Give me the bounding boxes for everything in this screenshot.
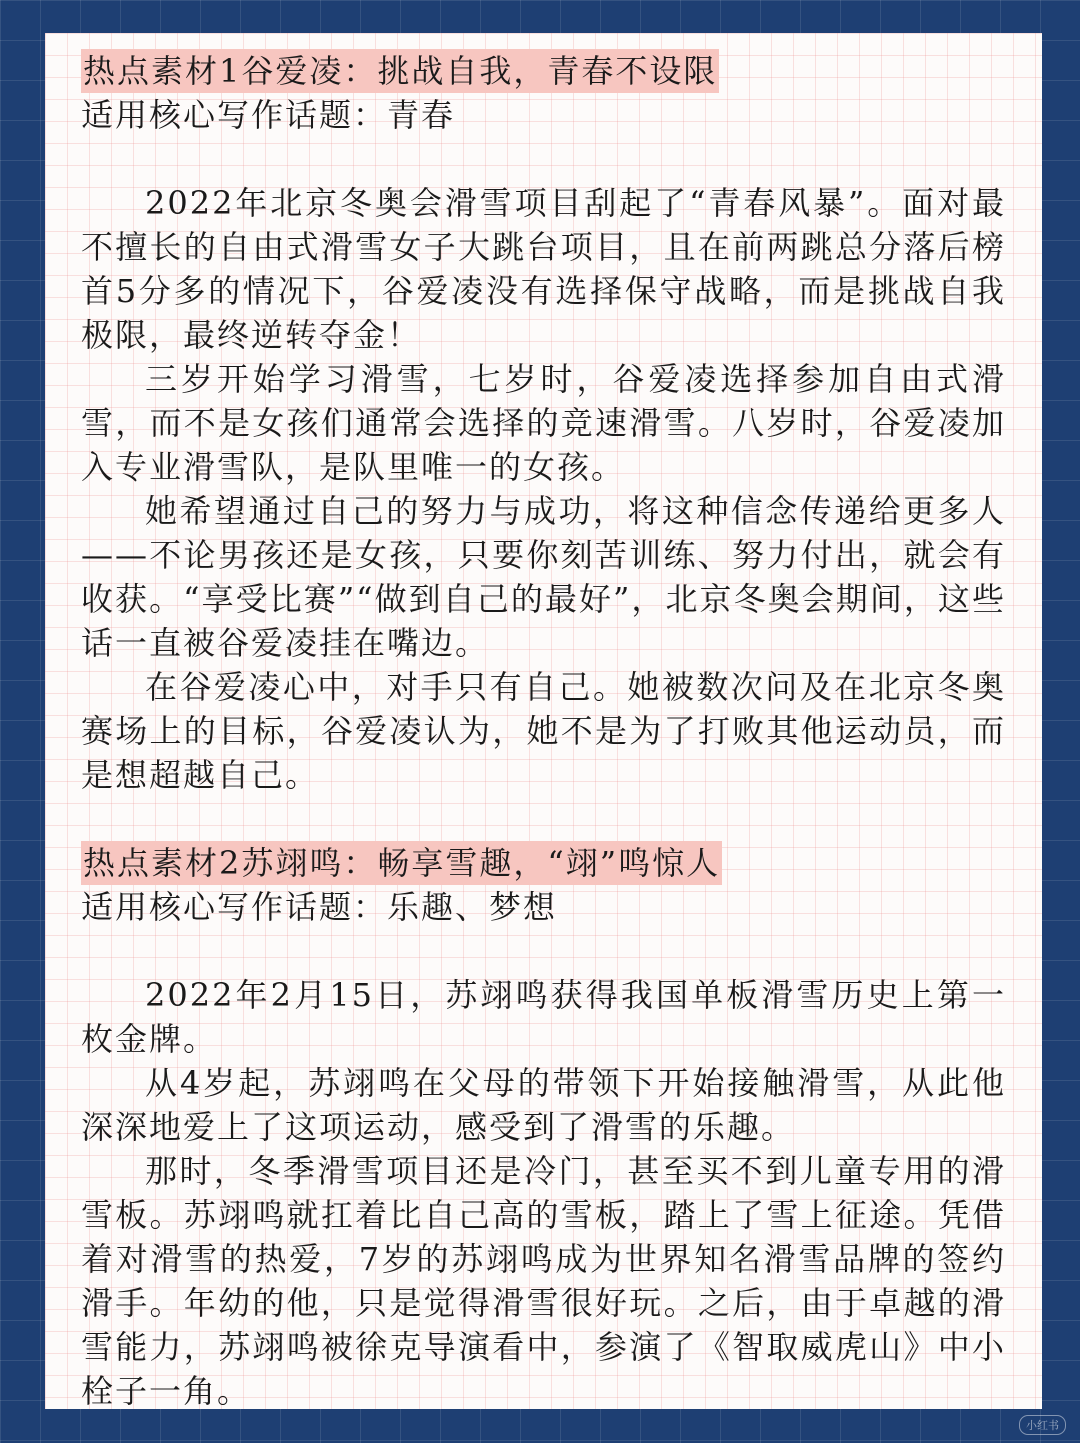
section-1-paragraph-1: 2022年北京冬奥会滑雪项目刮起了“青春风暴”。面对最不擅长的自由式滑雪女子大跳台项目，且在前两跳总分落后榜首5分多的情况下，谷爱凌没有选择保守战略，而是挑战自我极限，最终逆转夺金！	[81, 184, 1006, 354]
section-2-heading: 热点素材2苏翊鸣：畅享雪趣，“翊”鸣惊人	[81, 841, 722, 885]
section-2-paragraph-2: 从4岁起，苏翊鸣在父母的带领下开始接触滑雪，从此他深深地爱上了这项运动，感受到了滑雪的乐趣。	[81, 1064, 1006, 1146]
section-1-paragraph-2: 三岁开始学习滑雪，七岁时，谷爱凌选择参加自由式滑雪，而不是女孩们通常会选择的竞速滑雪。八岁时，谷爱凌加入专业滑雪队，是队里唯一的女孩。	[81, 360, 1006, 486]
section-2-topic: 适用核心写作话题：乐趣、梦想	[81, 888, 558, 926]
section-2-paragraph-1: 2022年2月15日，苏翊鸣获得我国单板滑雪历史上第一枚金牌。	[81, 976, 1006, 1058]
section-1-paragraph-3: 她希望通过自己的努力与成功，将这种信念传递给更多人——不论男孩还是女孩，只要你刻苦训练、努力付出，就会有收获。“享受比赛”“做到自己的最好”，北京冬奥会期间，这些话一直被谷爱凌挂在嘴边。	[81, 492, 1006, 662]
article-content	[81, 49, 1006, 1409]
section-1-topic: 适用核心写作话题：青春	[81, 96, 456, 134]
grid-paper-card	[45, 33, 1042, 1409]
section-1-heading: 热点素材1谷爱凌：挑战自我，青春不设限	[81, 49, 719, 93]
section-1	[81, 49, 1006, 797]
section-2	[81, 841, 1006, 1409]
section-1-paragraph-4: 在谷爱凌心中，对手只有自己。她被数次问及在北京冬奥赛场上的目标，谷爱凌认为，她不是为了打败其他运动员，而是想超越自己。	[81, 668, 1006, 794]
watermark: 小红书	[1019, 1415, 1066, 1435]
section-2-paragraph-3: 那时，冬季滑雪项目还是冷门，甚至买不到儿童专用的滑雪板。苏翊鸣就扛着比自己高的雪板，踏上了雪上征途。凭借着对滑雪的热爱，7岁的苏翊鸣成为世界知名滑雪品牌的签约滑手。年幼的他，只是觉得滑雪很好玩。之后，由于卓越的滑雪能力，苏翊鸣被徐克导演看中，参演了《智取威虎山》中小栓子一角。	[81, 1152, 1006, 1409]
